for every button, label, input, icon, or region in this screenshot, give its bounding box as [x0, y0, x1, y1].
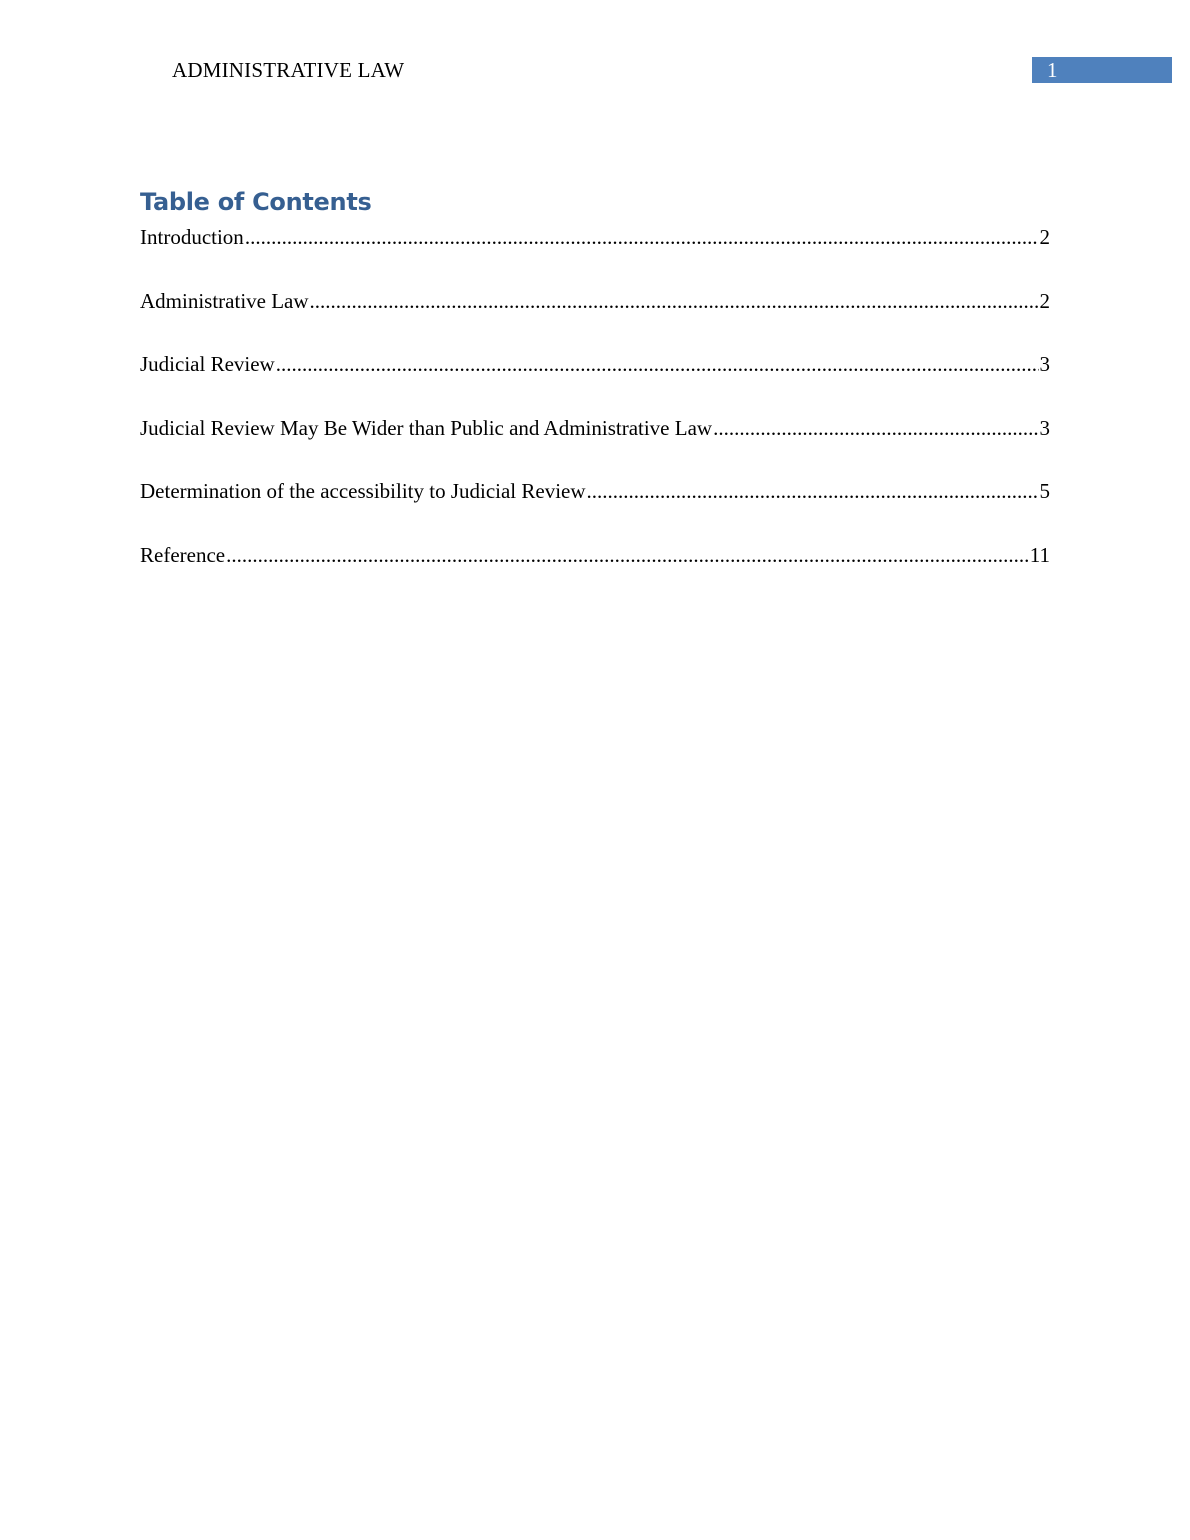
- toc-dot-leader: [713, 415, 1038, 442]
- toc-entry-judicial-review[interactable]: [140, 351, 1050, 378]
- toc-entry-page: 3: [1039, 415, 1050, 440]
- page-number: 1: [1047, 58, 1058, 82]
- toc-entry-introduction[interactable]: [140, 224, 1050, 251]
- toc-entry-reference[interactable]: [140, 542, 1050, 569]
- toc-entry-judicial-review-wider[interactable]: [140, 415, 1050, 442]
- toc-entry-administrative-law[interactable]: [140, 288, 1050, 315]
- toc-entry-label: Determination of the accessibility to Judicial Review: [140, 479, 586, 504]
- toc-entry-label: Reference: [140, 542, 226, 567]
- toc-dot-leader: [310, 288, 1039, 315]
- toc-entry-label: Judicial Review May Be Wider than Public and Administrative Law: [140, 415, 713, 440]
- toc-dot-leader: [276, 351, 1039, 378]
- toc-entry-accessibility-judicial-review[interactable]: [140, 478, 1050, 505]
- page-number-badge: [1032, 57, 1172, 83]
- toc-entry-page: 2: [1039, 225, 1050, 249]
- toc-entry-page: 5: [1039, 479, 1050, 504]
- toc-entry-page: 3: [1039, 352, 1050, 377]
- toc-heading: Table of Contents: [140, 188, 372, 216]
- toc-entry-label: Introduction: [140, 225, 244, 249]
- toc-entry-label: Administrative Law: [140, 288, 309, 313]
- toc-entry-page: 2: [1039, 288, 1050, 313]
- toc-entry-page: 11: [1029, 542, 1050, 567]
- toc-dot-leader: [226, 542, 1029, 569]
- running-header-title: ADMINISTRATIVE LAW: [172, 58, 405, 82]
- toc-entry-label: Judicial Review: [140, 352, 275, 377]
- toc-dot-leader: [587, 478, 1039, 505]
- table-of-contents: [140, 224, 1050, 606]
- toc-dot-leader: [245, 224, 1039, 251]
